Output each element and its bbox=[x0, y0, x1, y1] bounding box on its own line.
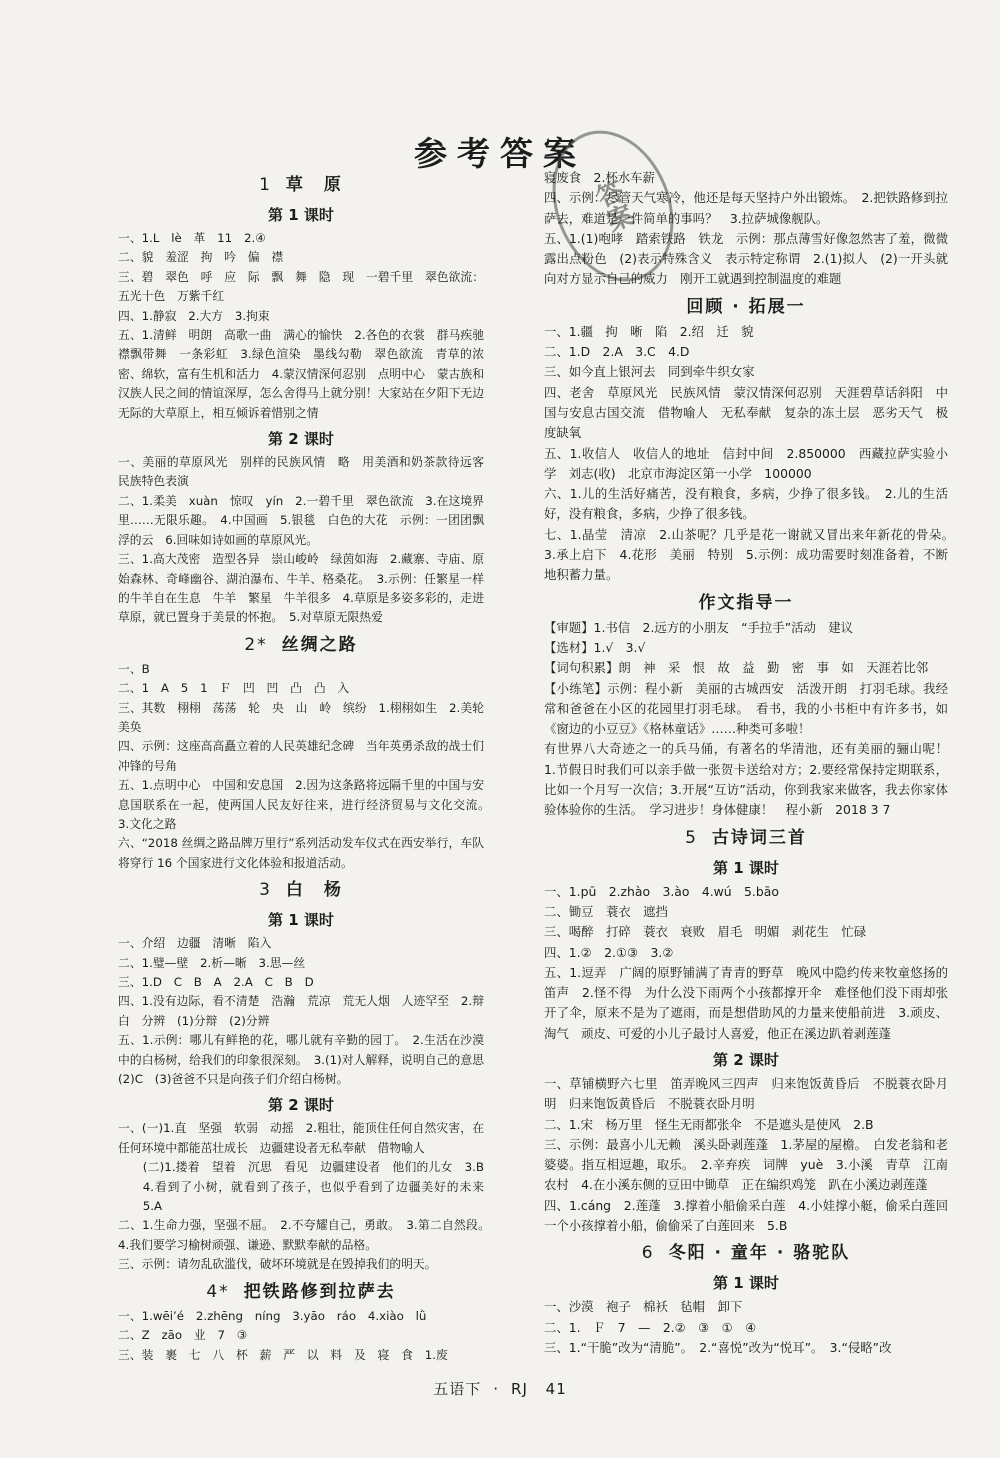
answer-line: 【选材】1.√ 3.√ bbox=[544, 639, 646, 655]
answer-line: 三、装 裹 七 八 杯 薪 严 以 料 及 寝 食 1.废 bbox=[118, 1347, 448, 1362]
answer-line: 一、草铺横野六七里 笛弄晚风三四声 归来饱饭黄昏后 不脱蓑衣卧月明 归来饱饭黄昏后 不脱蓑衣卧月明 bbox=[544, 1075, 948, 1112]
lesson-number: 3 bbox=[259, 880, 272, 901]
page-footer bbox=[0, 1378, 1000, 1399]
answer-line: 一、1.L lè 革 11 2.④ bbox=[118, 231, 266, 245]
answer-line: 六、1.儿的生活好痛苦，没有粮食，多病，少挣了很多钱。 2.儿的生活好，没有粮食，多病，少挣了很多钱。 bbox=[544, 486, 948, 522]
answer-line: 三、1.“干脆”改为“清脆”。 2.“喜悦”改为“悦耳”。 3.“侵略”改 bbox=[544, 1339, 892, 1355]
lesson-title: 白 杨 bbox=[285, 880, 343, 901]
lesson-number: 5 bbox=[685, 827, 698, 848]
lesson-heading bbox=[544, 293, 948, 321]
answer-line: 五、1.逗弄 广阔的原野铺满了青青的野草 晚风中隐约传来牧童悠扬的笛声 2.怪不得 为什么没下雨两个小孩都撑开伞 难怪他们没下雨却张开了伞，原来不是为了遮雨，而是想借助风的力量来使船前进 3.顽皮、淘气 顽皮、可爱的小儿子最讨人喜爱，他正在溪边趴着剥莲蓬 bbox=[544, 964, 948, 1041]
period-heading: 第 1 课时 bbox=[268, 206, 334, 224]
answer-line: 五、1.示例：哪儿有鲜艳的花，哪儿就有辛勤的园丁。 2.生活在沙漠中的白杨树，给我们的印象很深刻。 3.(1)对人解释，说明自己的意思 (2)C (3)爸爸不只是向孩子们介绍白杨树。 bbox=[118, 1033, 496, 1087]
answer-line: 寝废食 2.杯水车薪 bbox=[544, 170, 655, 185]
lesson-heading bbox=[544, 1239, 948, 1267]
period-heading: 第 1 课时 bbox=[713, 858, 779, 877]
lesson-title: 古诗词三首 bbox=[711, 827, 807, 848]
answer-line: 五、1.点明中心 中国和安息国 2.因为这条路将远隔千里的中国与安息国联系在一起，使两国人民友好往来，进行经济贸易与文化交流。 3.文化之路 bbox=[118, 778, 496, 831]
answer-line: 三、示例：最喜小儿无赖 溪头卧剥莲蓬 1.茅屋的屋檐。 白发老翁和老婆婆。指互相逗趣，取乐。 2.辛弃疾 词牌 yuè 3.小溪 青草 江南农村 4.在小溪东侧的豆田中锄草 正在编织鸡笼 趴在小溪边剥莲蓬 bbox=[544, 1136, 948, 1193]
lesson-title: 把铁路修到拉萨去 bbox=[243, 1281, 396, 1302]
lesson-title: 冬阳 · 童年 · 骆驼队 bbox=[668, 1243, 851, 1264]
page-number: 41 bbox=[545, 1380, 567, 1398]
period-heading: 第 2 课时 bbox=[268, 430, 334, 449]
answer-line: 五、1.(1)咆哮 踏索铁路 铁龙 示例：那点薄雪好像忽然害了羞，微微露出点粉色 (2)表示特殊含义 表示特定称谓 2.(1)拟人 (2)一开头就向对方显示自己的威力 刚开工就遇到控制温度的难题 bbox=[544, 230, 948, 287]
answer-line: 四、1.② 2.①③ 3.② bbox=[544, 944, 674, 960]
answer-line: 二、1. Ｆ 7 — 2.② ③ ① ④ bbox=[544, 1319, 757, 1335]
answer-line: 三、其数 栩栩 荡荡 轮 央 山 岭 缤纷 1.栩栩如生 2.美轮美奂 bbox=[118, 700, 484, 734]
lesson-title: 丝绸之路 bbox=[281, 634, 358, 655]
answer-line: 一、1.wēi’é 2.zhēng níng 3.yāo ráo 4.xiào lǜ bbox=[118, 1308, 427, 1323]
answer-line: 一、B bbox=[118, 661, 150, 676]
left-column bbox=[118, 168, 496, 1365]
lesson-heading bbox=[118, 631, 484, 659]
answer-line: 五、1.清鲜 明朗 高歌一曲 满心的愉快 2.各色的衣裳 群马疾驰 襟飘带舞 一条彩虹 3.绿色渲染 墨线勾勒 翠色欲流 青草的浓密、绵软，富有生机和活力 4.蒙汉情深何忍别 点明中心 蒙古族和汉族人民之间的情谊深厚，怎么舍得马上就分别！大家站在夕阳下无边无际的大草原上，相互倾诉着惜别之情 bbox=[118, 328, 496, 420]
answer-line: 三、喝醉 打碎 蓑衣 衰败 眉毛 明媚 剥花生 忙碌 bbox=[544, 924, 867, 940]
answer-line: 四、老舍 草原风光 民族风情 蒙汉情深何忍别 天涯碧草话斜阳 中国与安息古国交流 借物喻人 无私奉献 复杂的冻土层 恶劣天气 极度缺氧 bbox=[544, 384, 948, 441]
lesson-heading bbox=[118, 171, 484, 199]
answer-line: 六、“2018 丝绸之路品牌万里行”系列活动发车仪式在西安举行，车队将穿行 16 个国家进行文化体验和报道活动。 bbox=[118, 836, 484, 870]
answer-line: 二、1.柔美 xuàn 惊叹 yín 2.一碧千里 翠色欲流 3.在这境界里……无限乐趣。 4.中国画 5.银毯 白色的大花 示例：一团团飘浮的云 6.回味如诗如画的草原风光。 bbox=[118, 493, 484, 547]
right-column bbox=[544, 168, 961, 1358]
lesson-number: 4* bbox=[206, 1281, 230, 1302]
lesson-title: 回顾 · 拓展一 bbox=[686, 296, 806, 317]
answer-line: 二、1.D 2.A 3.C 4.D bbox=[544, 344, 690, 360]
lesson-number: 6 bbox=[641, 1243, 655, 1264]
answer-line: 五、1.收信人 收信人的地址 信封中间 2.850000 西藏拉萨实验小学 刘志(收) 北京市海淀区第一小学 100000 bbox=[544, 445, 948, 481]
answer-line: 二、1.璧—壁 2.析—晰 3.思—丝 bbox=[118, 955, 306, 970]
answer-line: 一、介绍 边疆 清晰 陷入 bbox=[118, 936, 272, 951]
answer-line: 一、沙漠 袍子 棉袄 毡帽 卸下 bbox=[544, 1299, 743, 1315]
answer-line: 二、1.生命力强，坚强不屈。 2.不夸耀自己，勇敢。 3.第二自然段。 4.我们要学习榆树顽强、谦逊、默默奉献的品格。 bbox=[118, 1218, 496, 1252]
answer-line: 一、1.疆 拘 晰 陷 2.绍 迁 貌 bbox=[544, 323, 754, 339]
period-heading: 第 1 课时 bbox=[713, 1274, 779, 1293]
lesson-heading bbox=[544, 824, 948, 852]
answer-line: 【审题】1.书信 2.远方的小朋友 “手拉手”活动 建议 bbox=[544, 619, 854, 635]
answer-line: 一、美丽的草原风光 别样的民族风情 略 用美酒和奶茶款待远客 民族特色表演 bbox=[118, 455, 496, 489]
answer-line: 二、貌 羞涩 拘 吟 偏 襟 bbox=[118, 250, 284, 265]
answer-line: 七、1.晶莹 清凉 2.山茶呢？几乎是花一谢就又冒出来年新花的骨朵。 3.承上启下 4.花形 美丽 特别 5.示例：成功需要时刻准备着，不断地积蓄力量。 bbox=[544, 526, 961, 583]
footer-dot: · bbox=[493, 1380, 500, 1398]
answer-line: (二)1.搂着 望着 沉思 看见 边疆建设者 他们的儿女 3.B 4.看到了小树，就看到了孩子，也似乎看到了边疆美好的未来 5.A bbox=[142, 1160, 496, 1214]
lesson-heading bbox=[118, 1278, 484, 1306]
answer-line: 四、1.没有边际，看不清楚 浩瀚 荒凉 荒无人烟 人迹罕至 2.辩白 分辨 (1)分辩 (2)分辨 bbox=[118, 994, 484, 1028]
answer-line: 三、示例：请勿乱砍滥伐，破坏环境就是在毁掉我们的明天。 bbox=[118, 1257, 437, 1272]
answer-line: 二、1.宋 杨万里 怪生无雨都张伞 不是遮头是使风 2.B bbox=[544, 1116, 874, 1132]
answer-line: 三、如今直上银河去 同到牵牛织女家 bbox=[544, 364, 755, 380]
period-heading: 第 1 课时 bbox=[268, 911, 334, 930]
answer-line: 一、1.pū 2.zhào 3.ào 4.wú 5.bāo bbox=[544, 883, 779, 899]
answer-line: 四、示例：这座高高矗立着的人民英雄纪念碑 当年英勇杀敌的战士们 冲锋的号角 bbox=[118, 739, 496, 773]
answer-line: 四、1.静寂 2.大方 3.拘束 bbox=[118, 308, 270, 323]
answer-line: 三、碧 翠色 呼 应 际 飘 舞 隐 现 一碧千里 翠色欲流：五光十色 万紫千红 bbox=[118, 269, 484, 304]
lesson-number: 2* bbox=[244, 634, 268, 655]
footer-subject: 五语下 bbox=[433, 1380, 482, 1398]
lesson-title: 作文指导一 bbox=[698, 592, 794, 613]
answer-line: 四、示例：尽管天气寒冷，他还是每天坚持户外出锻炼。 2.把铁路修到拉萨去，难道是一件简单的事吗？ 3.拉萨城像舰队。 bbox=[544, 190, 948, 226]
answer-line: 【词句积累】朗 神 采 恨 故 益 勤 密 事 如 天涯若比邻 bbox=[544, 660, 929, 676]
answer-stamp: 答案 bbox=[531, 112, 695, 299]
footer-edition: RJ bbox=[511, 1380, 528, 1398]
answer-line: 三、1.D C B A 2.A C B D bbox=[118, 975, 314, 989]
lesson-title: 草 原 bbox=[285, 175, 343, 195]
lesson-number: 1 bbox=[259, 175, 272, 195]
answer-line: 二、Z zāo 业 7 ③ bbox=[118, 1328, 248, 1343]
lesson-heading bbox=[544, 589, 948, 617]
answer-line: 三、1.高大茂密 造型各异 崇山峻岭 绿茵如海 2.藏寨、寺庙、原始森林、奇峰幽谷、湖泊瀑布、牛羊、格桑花。 3.示例：任繁星一样的牛羊自在生息 牛羊 繁星 牛羊很多 4.草原是多姿多彩的，走进草原，就已置身于美景的怀抱。 5.对草原无限热爱 bbox=[118, 552, 484, 625]
lesson-heading bbox=[118, 876, 484, 904]
answer-line: 有世界八大奇迹之一的兵马俑，有著名的华清池，还有美丽的骊山呢！ 1.节假日时我们可以亲手做一张贺卡送给对方；2.要经常保持定期联系，比如一个月写一次信；3.开展“互访”活动，你到我家来做客，我去你家体验体验你的生活。 学习进步！身体健康！ 程小新 2018 3 7 bbox=[544, 741, 961, 818]
period-heading: 第 2 课时 bbox=[713, 1050, 779, 1069]
period-heading: 第 2 课时 bbox=[268, 1096, 334, 1115]
answer-line: 四、1.cáng 2.莲蓬 3.撑着小船偷采白莲 4.小娃撑小艇，偷采白莲回 一个小孩撑着小船，偷偷采了白莲回来 5.B bbox=[544, 1197, 961, 1234]
answer-line: 二、1 A 5 1 Ｆ 凹 凹 凸 凸 入 bbox=[118, 681, 350, 696]
page-title: 参考答案 bbox=[414, 134, 586, 173]
answer-line: 【小练笔】示例：程小新 美丽的古城西安 活泼开朗 打羽毛球。我经常和爸爸在小区的花园里打羽毛球。 看书，我的小书柜中有许多书，如《窗边的小豆豆》《格林童话》……种类可多啦！ bbox=[544, 680, 948, 737]
answer-line: 二、锄豆 蓑衣 遮挡 bbox=[544, 903, 668, 919]
answer-line: 一、(一)1.直 坚强 软弱 动摇 2.粗壮，能顶住任何自然灾害，在任何环境中都能茁壮成长 边疆建设者无私奉献 借物喻人 bbox=[118, 1121, 484, 1155]
